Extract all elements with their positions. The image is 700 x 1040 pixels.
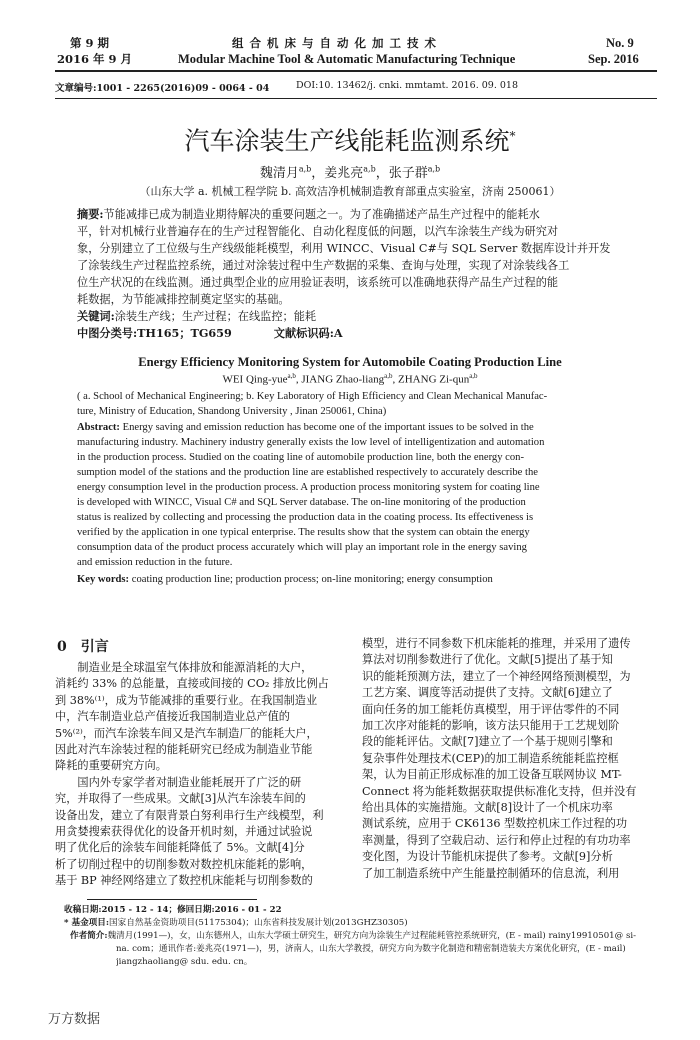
body-line: 基于 BP 神经网络建立了数控机床能耗与切削参数的 xyxy=(55,874,313,888)
body-line: 识的能耗预测方法，建立了一个神经网络预测模型，为 xyxy=(362,669,631,683)
header-journal-en: Modular Machine Tool & Automatic Manufacturing Technique xyxy=(178,52,516,66)
keywords-en xyxy=(77,573,637,587)
footnote-rule xyxy=(87,899,257,900)
body-line: 用贪婪搜索获得优化的设备开机时刻，并通过试验说 xyxy=(55,825,313,839)
keywords-en-label: Key words: xyxy=(77,574,130,585)
abstract-en-label: Abstract: xyxy=(77,422,120,433)
body-line: 析了切削过程中的切削参数对数控机床能耗的影响， xyxy=(55,857,313,871)
body-column-left xyxy=(55,660,345,890)
header-date-cn: 2016 年 9 月 xyxy=(57,52,133,66)
abstract-en-line: manufacturing industry. Machinery industry generally exists the low level of intelligentization and automation xyxy=(77,437,545,448)
abstract-en-line: and emission reduction in the future. xyxy=(77,557,233,568)
keywords-cn-label: 关键词: xyxy=(77,309,115,323)
body-line: 架，认为目前正形成标准的加工设备互联网协议 MT- xyxy=(362,768,622,782)
header-issue-cn: 第 9 期 xyxy=(70,36,110,50)
section-title: 引言 xyxy=(80,639,109,655)
header-rule xyxy=(55,70,657,72)
header-issue-en: No. 9 xyxy=(606,36,634,50)
author-en-1: WEI Qing-yue xyxy=(222,373,288,386)
footnote-fund-label: * 基金项目: xyxy=(64,918,110,928)
clc-label: 中图分类号: xyxy=(77,326,138,340)
keywords-cn xyxy=(77,309,635,324)
article-number: 文章编号:1001 - 2265(2016)09 - 0064 - 04 xyxy=(55,83,270,94)
author-cn-1: 魏清月 xyxy=(259,166,299,181)
body-line: Connect 将为能耗数据获取提供标准化支持，但并没有 xyxy=(362,784,637,798)
body-line: 了加工制造系统中产生能量控制循环的信息流，利用 xyxy=(362,866,620,880)
author-cn-2-affil: a,b xyxy=(363,164,376,174)
paper-title xyxy=(0,120,700,157)
body-line: 究，并取得了一些成果。文献[3]从汽车涂装车间的 xyxy=(55,792,306,806)
body-line: 算法对切削参数进行了优化。文献[5]提出了基于知 xyxy=(362,653,613,667)
abstract-cn-text: 节能减排已成为制造业期待解决的重要问题之一。为了准确描述产品生产过程中的能耗水 xyxy=(103,208,540,221)
abstract-en-line: consumption data of the product process accurately which will play an important role in the energy saving xyxy=(77,542,527,553)
footnote-fund-text: 国家自然基金资助项目(51175304)；山东省科技发展计划(2013GHZ30305) xyxy=(109,918,408,928)
body-line: 模型，进行不同参数下机床能耗的推理，并采用了遗传 xyxy=(362,637,631,650)
footnote-author-text: 魏清月(1991—)，女，山东德州人，山东大学硕士研究生，研究方向为涂装生产过程能耗管控系统研究，(E - mail) rainy19910501@ si- xyxy=(107,931,637,941)
abstract-en-line: energy consumption level in the production process. A production process monitoring system for coating line xyxy=(77,482,540,493)
affiliation-en-line: ture, Ministry of Education, Shandong University , Jinan 250061, China) xyxy=(77,406,387,417)
footnote-author-label: 作者简介: xyxy=(70,931,108,941)
body-line: 变化图，为设计节能机床提供了参考。文献[9]分析 xyxy=(362,850,613,864)
abstract-cn-line: 象，分别建立了工位级与生产线级能耗模型，利用 WINCC、Visual C#与 SQL Server 数据库设计并开发 xyxy=(77,242,611,255)
header-date-en: Sep. 2016 xyxy=(588,52,639,66)
abstract-cn-line: 平，针对机械行业普遍存在的生产过程智能化、自动化程度低的问题，以汽车涂装生产线为研究对 xyxy=(77,225,559,238)
abstract-cn-line: 耗数据，为节能减排控制奠定坚实的基础。 xyxy=(77,293,290,306)
body-line: 工艺方案、调度等活动提供了支持。文献[6]建立了 xyxy=(362,686,613,700)
author-en-3-affil: a,b xyxy=(469,372,478,380)
author-en-2-affil: a,b xyxy=(384,372,393,380)
body-line: 加工次序对能耗的影响，该方法只能用于工艺规划阶 xyxy=(362,719,620,733)
doc-code-value: A xyxy=(333,326,343,340)
footnote-received-text: 收稿日期:2015 - 12 - 14；修回日期:2016 - 01 - 22 xyxy=(64,905,282,915)
authors-cn xyxy=(0,162,700,181)
body-line: 设备出发，建立了有限背景白努利串行生产线模型，利 xyxy=(55,808,324,822)
section-number: 0 xyxy=(57,639,67,655)
abstract-en-line xyxy=(77,421,637,435)
paper-title-text: 汽车涂装生产线能耗监测系统 xyxy=(184,126,510,156)
body-line: 测试系统，应用于 CK6136 型数控机床工作过程的功 xyxy=(362,817,628,831)
authors-en xyxy=(0,372,700,386)
footnote-fund xyxy=(64,917,408,930)
footnote-received xyxy=(64,904,282,917)
body-column-right xyxy=(362,636,652,882)
abstract-en-line: in the production process. Studied on the coating line of automobile production line, both the energy con- xyxy=(77,452,524,463)
body-line: 率测量，得到了空载启动、运行和停止过程的有功功率 xyxy=(362,833,631,847)
footnote-author-line: na. com；通讯作者:姜兆亮(1971—)，男，济南人，山东大学教授，研究方向为数字化制造和精密制造装夫方案优化研究，(E - mail) xyxy=(116,944,626,954)
keywords-cn-text: 涂装生产线；生产过程；在线监控；能耗 xyxy=(114,310,317,323)
body-line: 降耗的重要研究方向。 xyxy=(55,759,167,773)
author-en-1-affil: a,b xyxy=(287,372,296,380)
body-line: 5%⁽²⁾，而汽车涂装车间又是汽车制造厂的能耗大户， xyxy=(55,726,318,740)
body-line: 中，汽车制造业总产值接近我国制造业总产值的 xyxy=(55,710,290,724)
section-heading xyxy=(57,636,109,656)
abstract-en-line: sumption model of the stations and the production line are established respectively to accurately describe the xyxy=(77,467,538,478)
affiliation-en-line: ( a. School of Mechanical Engineering; b. Key Laboratory of High Efficiency and Clean Mechanical Manufac- xyxy=(77,391,548,402)
english-title: Energy Efficiency Monitoring System for Automobile Coating Production Line xyxy=(138,355,562,369)
body-line: 段的能耗评估。文献[7]建立了一个基于规则引擎和 xyxy=(362,735,613,749)
body-line: 复杂事件处理技术(CEP)的加工制造系统能耗监控框 xyxy=(362,751,619,765)
body-line: 因此对汽车涂装过程的能耗研究已经成为制造业节能 xyxy=(55,743,313,757)
abstract-cn-line: 位生产状况的在线监测。通过典型企业的应用验证表明，该系统可以准确地获得产品生产过程的能 xyxy=(77,276,559,289)
author-en-3: , ZHANG Zi-qun xyxy=(392,373,470,386)
doi-rule xyxy=(55,98,657,99)
footnote-author xyxy=(70,930,658,943)
body-line: 制造业是全球温室气体排放和能源消耗的大户， xyxy=(55,661,313,674)
author-cn-1-affil: a,b xyxy=(298,164,312,174)
keywords-en-text: coating production line; production process; on-line monitoring; energy consumption xyxy=(129,574,493,585)
header-journal-cn: 组 合 机 床 与 自 动 化 加 工 技 术 xyxy=(232,36,438,50)
abstract-en-line: verified by the application in one typical enterprise. The results show that the system can obtain the energy xyxy=(77,527,530,538)
author-en-2: , JIANG Zhao-liang xyxy=(295,373,385,386)
body-line: 给出具体的实施措施。文献[8]设计了一个机床功率 xyxy=(362,801,613,815)
abstract-cn-line xyxy=(77,207,635,222)
abstract-en-line: status is realized by collecting and processing the production data in the coating process. Its effectiveness is xyxy=(77,512,534,523)
abstract-en-text: Energy saving and emission reduction has become one of the important issues to be solved in the xyxy=(119,422,534,433)
body-line: 明了优化后的涂装车间能耗降低了 5%。文献[4]分 xyxy=(55,841,305,855)
abstract-cn-line: 了涂装线生产过程监控系统，通过对涂装过程中生产数据的采集、查询与处理，实现了对涂装线各工 xyxy=(77,259,570,272)
author-cn-3-affil: a,b xyxy=(427,164,441,174)
abstract-en-line: is developed with WINCC, Visual C# and SQL Server database. The on-line monitoring of the production xyxy=(77,497,526,508)
classification-line xyxy=(77,326,635,341)
body-line: 国内外专家学者对制造业能耗展开了广泛的研 xyxy=(55,775,302,789)
affiliation-cn: （山东大学 a. 机械工程学院 b. 高效洁净机械制造教育部重点实验室，济南 250061） xyxy=(139,185,561,198)
body-line: 面向任务的加工能耗仿真模型，用于评估零件的不同 xyxy=(362,702,620,716)
doi: DOI:10. 13462/j. cnki. mmtamt. 2016. 09. 018 xyxy=(296,80,519,91)
watermark-text: 万方数据 xyxy=(48,1011,101,1026)
footnote-author-line: jiangzhaoliang@ sdu. edu. cn。 xyxy=(116,957,253,967)
doc-code-label: 文献标识码: xyxy=(273,326,334,340)
body-line: 到 38%⁽¹⁾，成为节能减排的重要行业。在我国制造业 xyxy=(55,693,318,707)
body-line: 消耗约 33% 的总能量，直接或间接的 CO₂ 排放比例占 xyxy=(55,677,329,691)
author-cn-3: ，张子群 xyxy=(375,166,428,181)
clc-value: TH165；TG659 xyxy=(137,326,232,340)
abstract-cn-label: 摘要: xyxy=(77,207,104,221)
author-cn-2: ，姜兆亮 xyxy=(311,166,364,181)
title-footnote-mark: * xyxy=(509,129,516,143)
